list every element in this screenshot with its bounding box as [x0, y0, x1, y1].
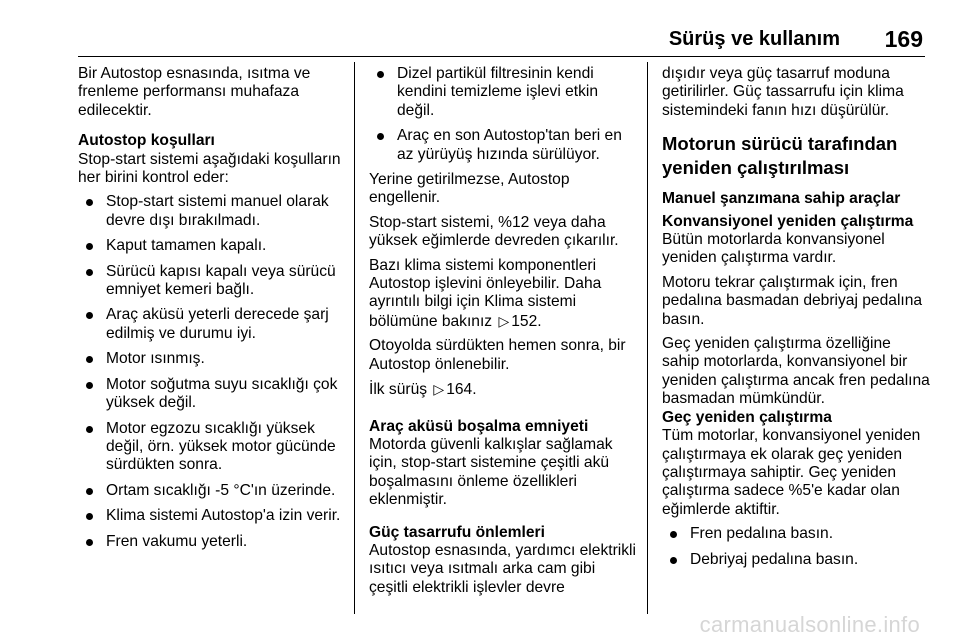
column-divider-2	[647, 62, 648, 614]
paragraph: Bütün motorlarda konvansiyonel yeniden çalıştırma vardır.	[662, 231, 885, 267]
bullet-icon	[86, 356, 93, 363]
paragraph: Otoyolda sürdükten hemen sonra, bir Autostop önlenebilir.	[369, 337, 626, 373]
bullet-icon	[86, 488, 93, 495]
column-3	[662, 65, 930, 576]
list-item: Kaput tamamen kapalı.	[78, 237, 346, 255]
conditions-list-continued	[369, 65, 637, 164]
paragraph: Stop-start sistemi, %12 veya daha yüksek eğimlerde devreden çıkarılır.	[369, 213, 619, 250]
paragraph: İlk sürüş ▷ 164.	[369, 381, 477, 399]
column-1	[78, 65, 346, 558]
paragraph: Autostop esnasında, yardımcı elektrikli ısıtıcı veya ısıtmalı arka cam gibi çeşitli elektrikli işlevler devre	[369, 541, 636, 596]
list-item: Klima sistemi Autostop'a izin verir.	[78, 507, 346, 525]
paragraph: dışıdır veya güç tasarruf moduna getirilirler. Güç tassarrufu için klima sistemindeki fanın hızı düşürülür.	[662, 65, 904, 119]
paragraph: Tüm motorlar, konvansiyonel yeniden çalıştırmaya ek olarak geç yeniden çalıştırmaya sahiptir. Geç yeniden çalıştırma sadece %5'e kadar olan eğimlerde aktiftir.	[662, 427, 921, 518]
conditions-lead: Stop-start sistemi aşağıdaki koşulların her birini kontrol eder:	[78, 150, 341, 187]
list-item: Stop-start sistemi manuel olarak devre dışı bırakılmadı.	[78, 193, 346, 230]
list-item: Motor egzozu sıcaklığı yüksek değil, örn. yüksek motor gücünde sürdükten sonra.	[78, 420, 346, 475]
bullet-icon	[670, 557, 677, 564]
bullet-icon	[86, 426, 93, 433]
watermark: carmanualsonline.info	[699, 612, 920, 637]
list-item: Fren pedalına basın.	[662, 525, 930, 543]
bullet-icon	[377, 71, 384, 78]
bullet-icon	[86, 513, 93, 520]
bullet-icon	[86, 199, 93, 206]
bullet-icon	[86, 269, 93, 276]
list-item: Motor ısınmış.	[78, 350, 346, 368]
intro-paragraph: Bir Autostop esnasında, ısıtma ve frenleme performansı muhafaza edilecektir.	[78, 65, 311, 119]
battery-protection-heading: Araç aküsü boşalma emniyeti	[369, 417, 589, 435]
paragraph: Motorda güvenli kalkışlar sağlamak için, stop-start sistemine çeşitli akü boşalmasını önleme özellikleri eklenmiştir.	[369, 435, 613, 509]
restart-heading: Motorun sürücü tarafından yeniden çalıştırılması	[662, 133, 898, 179]
paragraph: Geç yeniden çalıştırma özelliğine sahip motorlarda, konvansiyonel bir yeniden çalıştırma ancak fren pedalına basmadan mümkündür.	[662, 335, 930, 408]
power-saving-heading: Güç tasarrufu önlemleri	[369, 523, 545, 541]
page-reference[interactable]: 152.	[511, 312, 542, 330]
paragraph: Bazı klima sistemi komponentleri Autostop işlevini önleyebilir. Daha ayrıntılı bilgi için Klima sistemi bölümüne bakınız ▷ 152.	[369, 256, 602, 330]
list-item: Araç en son Autostop'tan beri en az yürüyüş hızında sürülüyor.	[369, 127, 637, 164]
bullet-icon	[86, 539, 93, 546]
bullet-icon	[670, 531, 677, 538]
page-reference-icon: ▷	[433, 381, 445, 398]
list-item: Fren vakumu yeterli.	[78, 533, 346, 551]
list-item: Debriyaj pedalına basın.	[662, 551, 930, 569]
autostop-conditions-heading: Autostop koşulları	[78, 132, 215, 150]
bullet-icon	[86, 243, 93, 250]
page-header	[0, 22, 960, 56]
bullet-icon	[86, 312, 93, 319]
paragraph: Yerine getirilmezse, Autostop engellenir.	[369, 171, 570, 207]
column-divider-1	[354, 62, 355, 614]
page-reference[interactable]: 164.	[446, 381, 477, 399]
bullet-icon	[377, 133, 384, 140]
list-item: Motor soğutma suyu sıcaklığı çok yüksek değil.	[78, 376, 346, 413]
conditions-list	[78, 193, 346, 551]
restart-steps-list	[662, 525, 930, 569]
header-divider	[78, 56, 925, 57]
page-number: 169	[884, 26, 923, 52]
column-2	[369, 65, 637, 603]
page-reference-icon: ▷	[498, 312, 510, 329]
list-item: Sürücü kapısı kapalı veya sürücü emniyet kemeri bağlı.	[78, 263, 346, 300]
list-item: Araç aküsü yeterli derecede şarj edilmiş ve durumu iyi.	[78, 306, 346, 343]
manual-gearbox-heading: Manuel şanzımana sahip araçlar	[662, 190, 901, 208]
conventional-restart-heading: Konvansiyonel yeniden çalıştırma	[662, 212, 914, 230]
paragraph: Motoru tekrar çalıştırmak için, fren pedalına basmadan debriyaj pedalına basın.	[662, 273, 923, 328]
bullet-icon	[86, 382, 93, 389]
section-title: Sürüş ve kullanım	[668, 28, 840, 50]
late-restart-heading: Geç yeniden çalıştırma	[662, 408, 832, 426]
list-item: Dizel partikül filtresinin kendi kendini temizleme işlevi etkin değil.	[369, 65, 637, 120]
list-item: Ortam sıcaklığı -5 °C'ın üzerinde.	[78, 482, 346, 500]
